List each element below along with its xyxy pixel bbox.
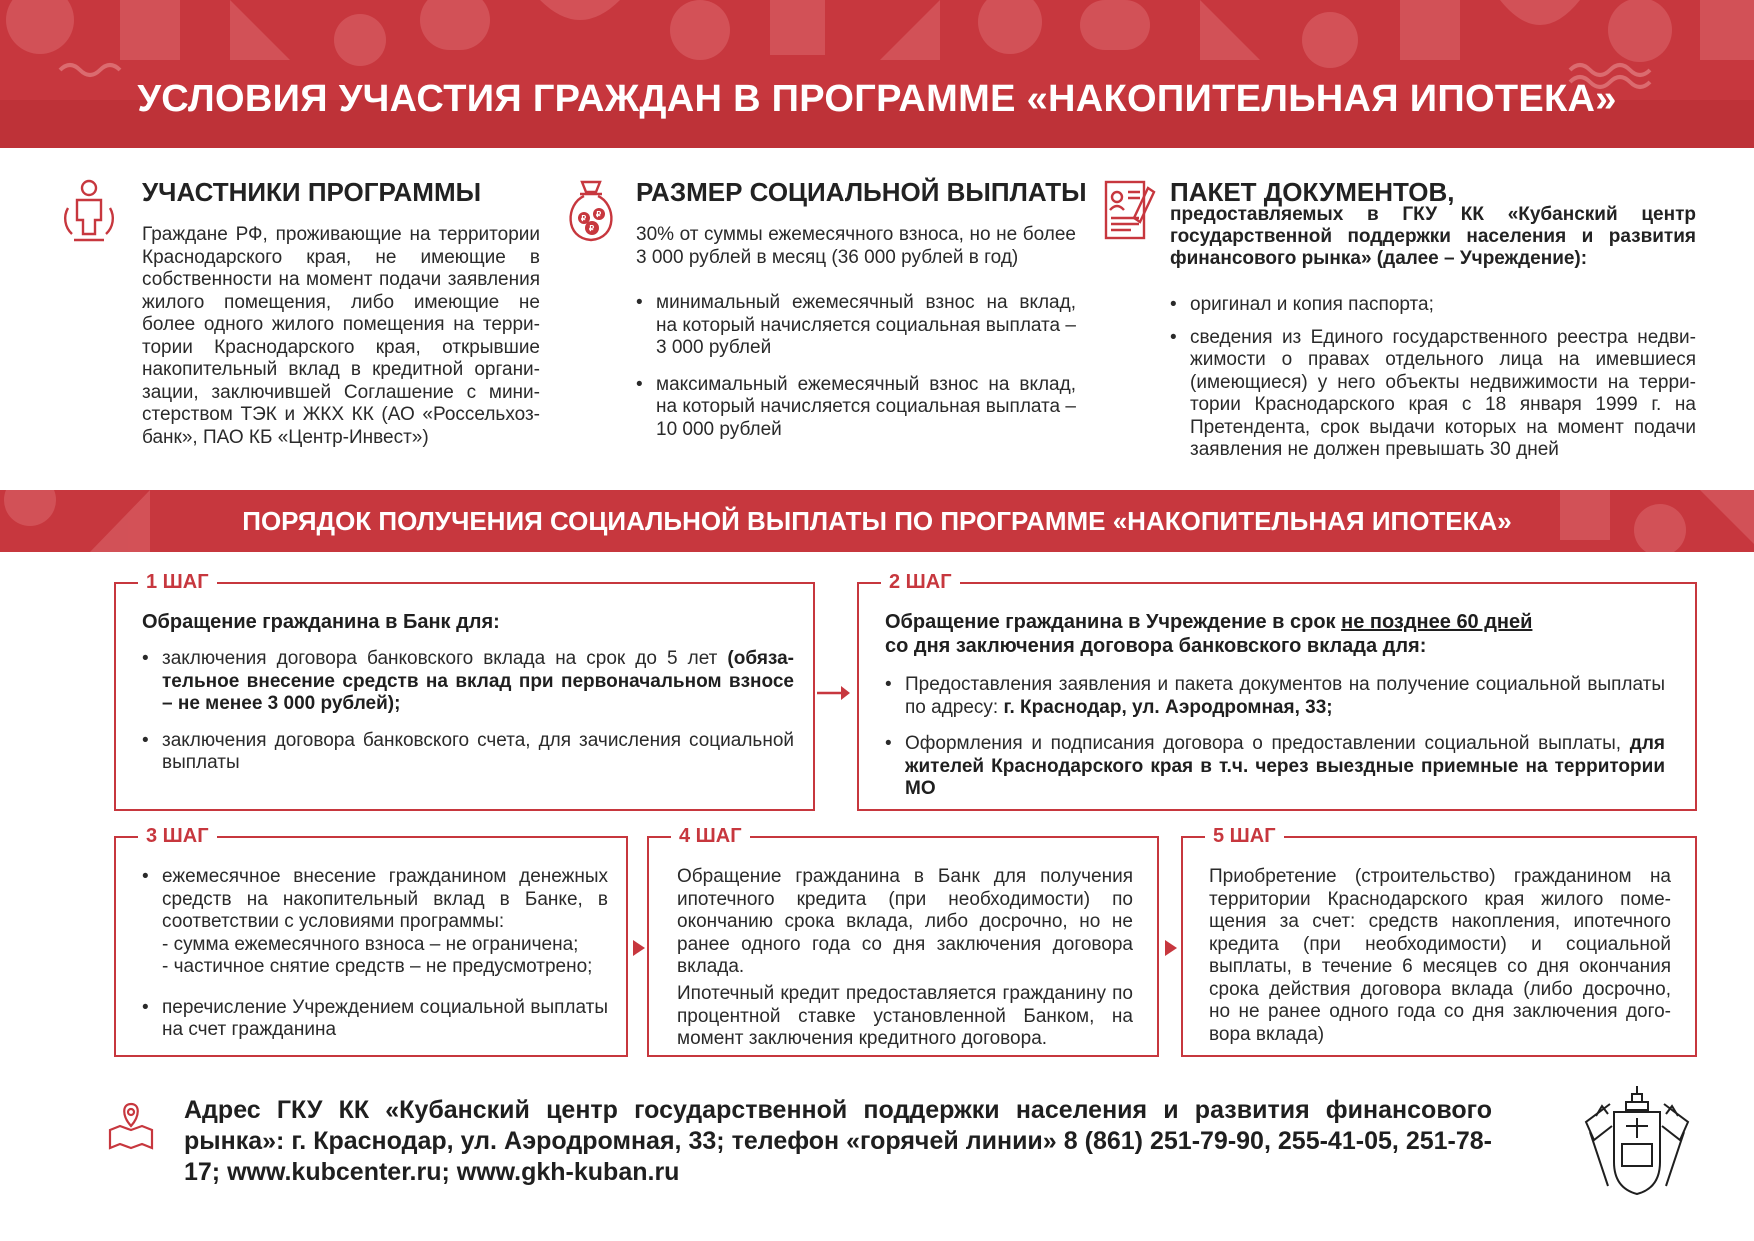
person-with-gear-icon [62,178,116,249]
procedure-title: ПОРЯДОК ПОЛУЧЕНИЯ СОЦИАЛЬНОЙ ВЫПЛАТЫ ПО ПРОГРАММЕ «НАКОПИТЕЛЬНАЯ ИПОТЕКА» [242,506,1512,536]
list-item: • оригинал и копия паспорта; [1170,294,1696,317]
payment-list [636,292,1076,455]
arrow-right-icon [817,684,851,702]
step-3-list [142,866,608,1052]
arrow-right-icon [1161,940,1181,956]
svg-text:₽: ₽ [581,214,587,223]
step-1-label: 1 ШАГ [138,570,217,594]
list-item: • сведения из Единого государственного реестра недвижимости о правах отдельного лица на имевшиеся (имеющиеся) у него объекты недвижимости на территории Краснодарского края с 18 января 1999 г. на Претендента, срок выдачи которых на момент подачи заявления не должен превышать 30 дней [1170,327,1696,462]
list-item: • заключения договора банковского вклада на срок до 5 лет (обязательное внесение средств на вклад при первоначальном взносе – не менее 3 000 рублей); [142,648,794,716]
step-5-label: 5 ШАГ [1205,824,1284,848]
step-1-heading: Обращение гражданина в Банк для: [142,611,500,633]
step-2-box [857,571,1697,811]
page-title: УСЛОВИЯ УЧАСТИЯ ГРАЖДАН В ПРОГРАММЕ «НАКОПИТЕЛЬНАЯ ИПОТЕКА» [137,78,1617,120]
list-item: • Предоставления заявления и пакета документов на получение социальной выплаты по адресу: г. Краснодар, ул. Аэродромная, 33; [885,674,1665,719]
participants-title: УЧАСТНИКИ ПРОГРАММЫ [142,177,482,207]
step-2-label: 2 ШАГ [881,570,960,594]
coat-of-arms-emblem [1580,1082,1694,1203]
payment-text: 30% от суммы ежемесячного взноса, но не более 3 000 рублей в месяц (36 000 рублей в год) [636,224,1076,268]
documents-title: ПАКЕТ ДОКУМЕНТОВ, [1170,177,1455,207]
step-5-box [1181,825,1697,1057]
ornament-pattern [0,0,1754,148]
step-3-box [114,825,628,1057]
procedure-banner [0,490,1754,552]
step-2-list [885,674,1665,811]
step-1-list [142,648,794,785]
document-with-pen-icon [1104,180,1156,247]
step-2-heading: Обращение гражданина в Учреждение в срок не позднее 60 дней со дня заключения договора банковского вклада для: [885,611,1533,657]
map-pin-icon [106,1100,156,1155]
step-5-text: Приобретение (строительство) гражданином на территории Краснодарского края жилого помещения за счет: средств накопления, ипотечного кредита (при необходимости) и социальной выплаты, в течение 6 месяцев со дня окончания срока действия договора вклада (либо досрочно, но не ранее одного года со дня заключения договора вклада) [1209,866,1671,1045]
list-item: • минимальный ежемесячный взнос на вклад, на который начисляется социальная выплата – 3 000 рублей [636,292,1076,360]
list-item: • ежемесячное внесение гражданином денежных средств на накопительный вклад в Банке, в соответствии с условиями программы: - сумма ежемесячного взноса – не ограничена; - частичное снятие средств – не предусмотрено; [142,866,608,979]
header-banner [0,0,1754,148]
svg-text:₽: ₽ [596,210,602,219]
payment-title: РАЗМЕР СОЦИАЛЬНОЙ ВЫПЛАТЫ [636,177,1087,207]
list-item: • заключения договора банковского счета, для зачисления социальной выплаты [142,730,794,775]
step-3-label: 3 ШАГ [138,824,217,848]
step-4-box [647,825,1159,1057]
step-1-box [114,571,815,811]
footer-address: Адрес ГКУ КК «Кубанский центр государственной поддержки населения и развития финансового рынка»: г. Краснодар, ул. Аэродромная, 33; телефон «горячей линии» 8 (861) 251-79-90, 255-41-05, 251-78-17; www.kubcenter.ru; www.gkh-kuban.ru [184,1096,1492,1186]
step-4-text-2: Ипотечный кредит предоставляется гражданину по процентной ставке установленной Банком, на момент заключения кредитного договора. [677,983,1133,1049]
list-item: • Оформления и подписания договора о предоставлении социальной выплаты, для жителей Краснодарского края в т.ч. через выездные приемные на территории МО [885,733,1665,801]
money-bag-icon [562,178,620,249]
list-item: • максимальный ежемесячный взнос на вклад, на который начисляется социальная выплата – 10 000 рублей [636,374,1076,442]
arrow-right-icon [629,940,649,956]
step-4-text: Обращение гражданина в Банк для получения ипотечного кредита (при необходимости) по окончанию срока вклада, либо досрочно, но не ранее одного года со дня заключения договора вклада. [677,866,1133,977]
step-4-label: 4 ШАГ [671,824,750,848]
documents-subtitle: предоставляемых в ГКУ КК «Кубанский центр государственной поддержки населения и развития финансового рынка» (далее – Учреждение): [1170,204,1696,269]
documents-list [1170,294,1696,472]
svg-text:₽: ₽ [589,224,595,233]
list-item: • перечисление Учреждением социальной выплаты на счет гражданина [142,997,608,1042]
participants-text: Граждане РФ, проживающие на территории Краснодарского края, не имеющие в собственности на момент подачи заявления жилого помещения, либо имеющие не более одного жилого помещения на территории Краснодарского края, открывшие накопительный вклад в кредитной организации, заключившей Соглашение с министерством ТЭК и ЖКХ КК (АО «Россельхозбанк», ПАО КБ «Центр-Инвест») [142,224,540,448]
